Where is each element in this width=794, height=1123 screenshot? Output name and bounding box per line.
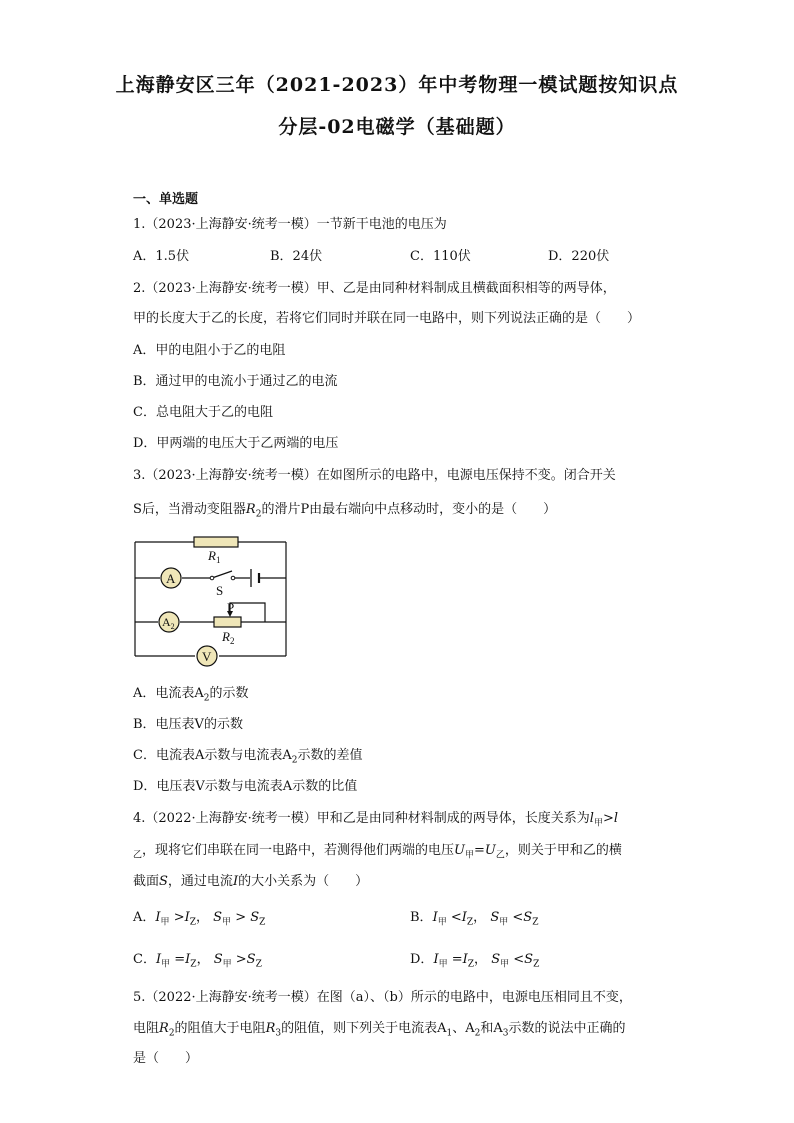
circuit-diagram — [128, 535, 294, 671]
q2-stem-line2: 甲的长度大于乙的长度，若将它们同时并联在同一电路中，则下列说法正确的是（ ） — [133, 311, 641, 326]
battery-icon — [251, 569, 259, 587]
q3-option-a: A．电流表$A_2$的示数 — [133, 686, 249, 704]
q2-option-b: B．通过甲的电流小于通过乙的电流 — [133, 374, 338, 389]
q1-option-d: D．220伏 — [548, 249, 610, 264]
rheostat-r2 — [214, 617, 241, 627]
ammeter-a2-label: $A_2$ — [162, 615, 175, 631]
q5-stem-line3: 是（ ） — [133, 1051, 199, 1066]
q4-option-d: D．$I_甲 =I_Z$， $S_甲 <S_Z$ — [410, 952, 540, 970]
ammeter-a-label: A — [166, 571, 176, 586]
q1-option-b: B．24伏 — [270, 249, 323, 264]
q3-stem-line2: S后，当滑动变阻器$R_2$的滑片P由最右端向中点移动时，变小的是（ ） — [133, 502, 557, 520]
q4-stem-line3: 截面S，通过电流I的大小关系为（ ） — [133, 874, 369, 889]
q5-stem-line1: 5.（2022·上海静安·统考一模）在图（a）、（b）所示的电路中，电源电压相同且不变， — [133, 990, 632, 1005]
slider-label: P — [227, 600, 235, 615]
q3-option-d: D．电压表V示数与电流表A示数的比值 — [133, 779, 358, 794]
q3-option-c: C．电流表A示数与电流表$A_2$示数的差值 — [133, 748, 363, 766]
resistor-r1 — [194, 537, 238, 547]
q2-option-c: C．总电阻大于乙的电阻 — [133, 405, 273, 420]
q5-stem-line2: 电阻$R_2$的阻值大于电阻$R_3$的阻值，则下列关于电流表$A_1$、$A_2$和$A_3$示数的说法中正确的 — [133, 1021, 626, 1039]
q4-option-b: B．$I_甲 <I_Z$， $S_甲 <S_Z$ — [410, 910, 539, 928]
q2-stem-line1: 2.（2023·上海静安·统考一模）甲、乙是由同种材料制成且横截面积相等的两导体， — [133, 281, 616, 296]
q1-stem: 1.（2023·上海静安·统考一模）一节新干电池的电压为 — [133, 217, 447, 232]
q4-stem-line1: 4.（2022·上海静安·统考一模）甲和乙是由同种材料制成的两导体，长度关系为$l_甲>l$ — [133, 811, 619, 829]
q4-stem-line2: $_乙$，现将它们串联在同一电路中，若测得他们两端的电压$U_甲=U_乙$，则关于甲和乙的横 — [133, 843, 622, 861]
page-title-line2: 分层-02电磁学（基础题） — [278, 116, 516, 138]
page-title-line1: 上海静安区三年（2021-2023）年中考物理一模试题按知识点 — [115, 74, 679, 96]
switch-label: S — [216, 583, 224, 598]
q1-option-a: A．1.5伏 — [133, 249, 190, 264]
section-heading: 一、单选题 — [133, 192, 199, 207]
r1-label: $R_1$ — [208, 548, 221, 565]
q3-stem-line1: 3.（2023·上海静安·统考一模）在如图所示的电路中，电源电压保持不变。闭合开关 — [133, 468, 616, 483]
q4-option-a: A．$I_甲 >I_Z$， $S_甲 > S_Z$ — [133, 910, 266, 928]
q2-option-a: A．甲的电阻小于乙的电阻 — [133, 343, 286, 358]
q2-option-d: D．甲两端的电压大于乙两端的电压 — [133, 436, 339, 451]
q1-option-c: C．110伏 — [410, 249, 471, 264]
r2-label: $R_2$ — [222, 629, 235, 646]
q4-option-c: C．$I_甲 =I_Z$， $S_甲 >S_Z$ — [133, 952, 262, 970]
q3-option-b: B．电压表V的示数 — [133, 717, 243, 732]
voltmeter-label: V — [202, 649, 212, 664]
